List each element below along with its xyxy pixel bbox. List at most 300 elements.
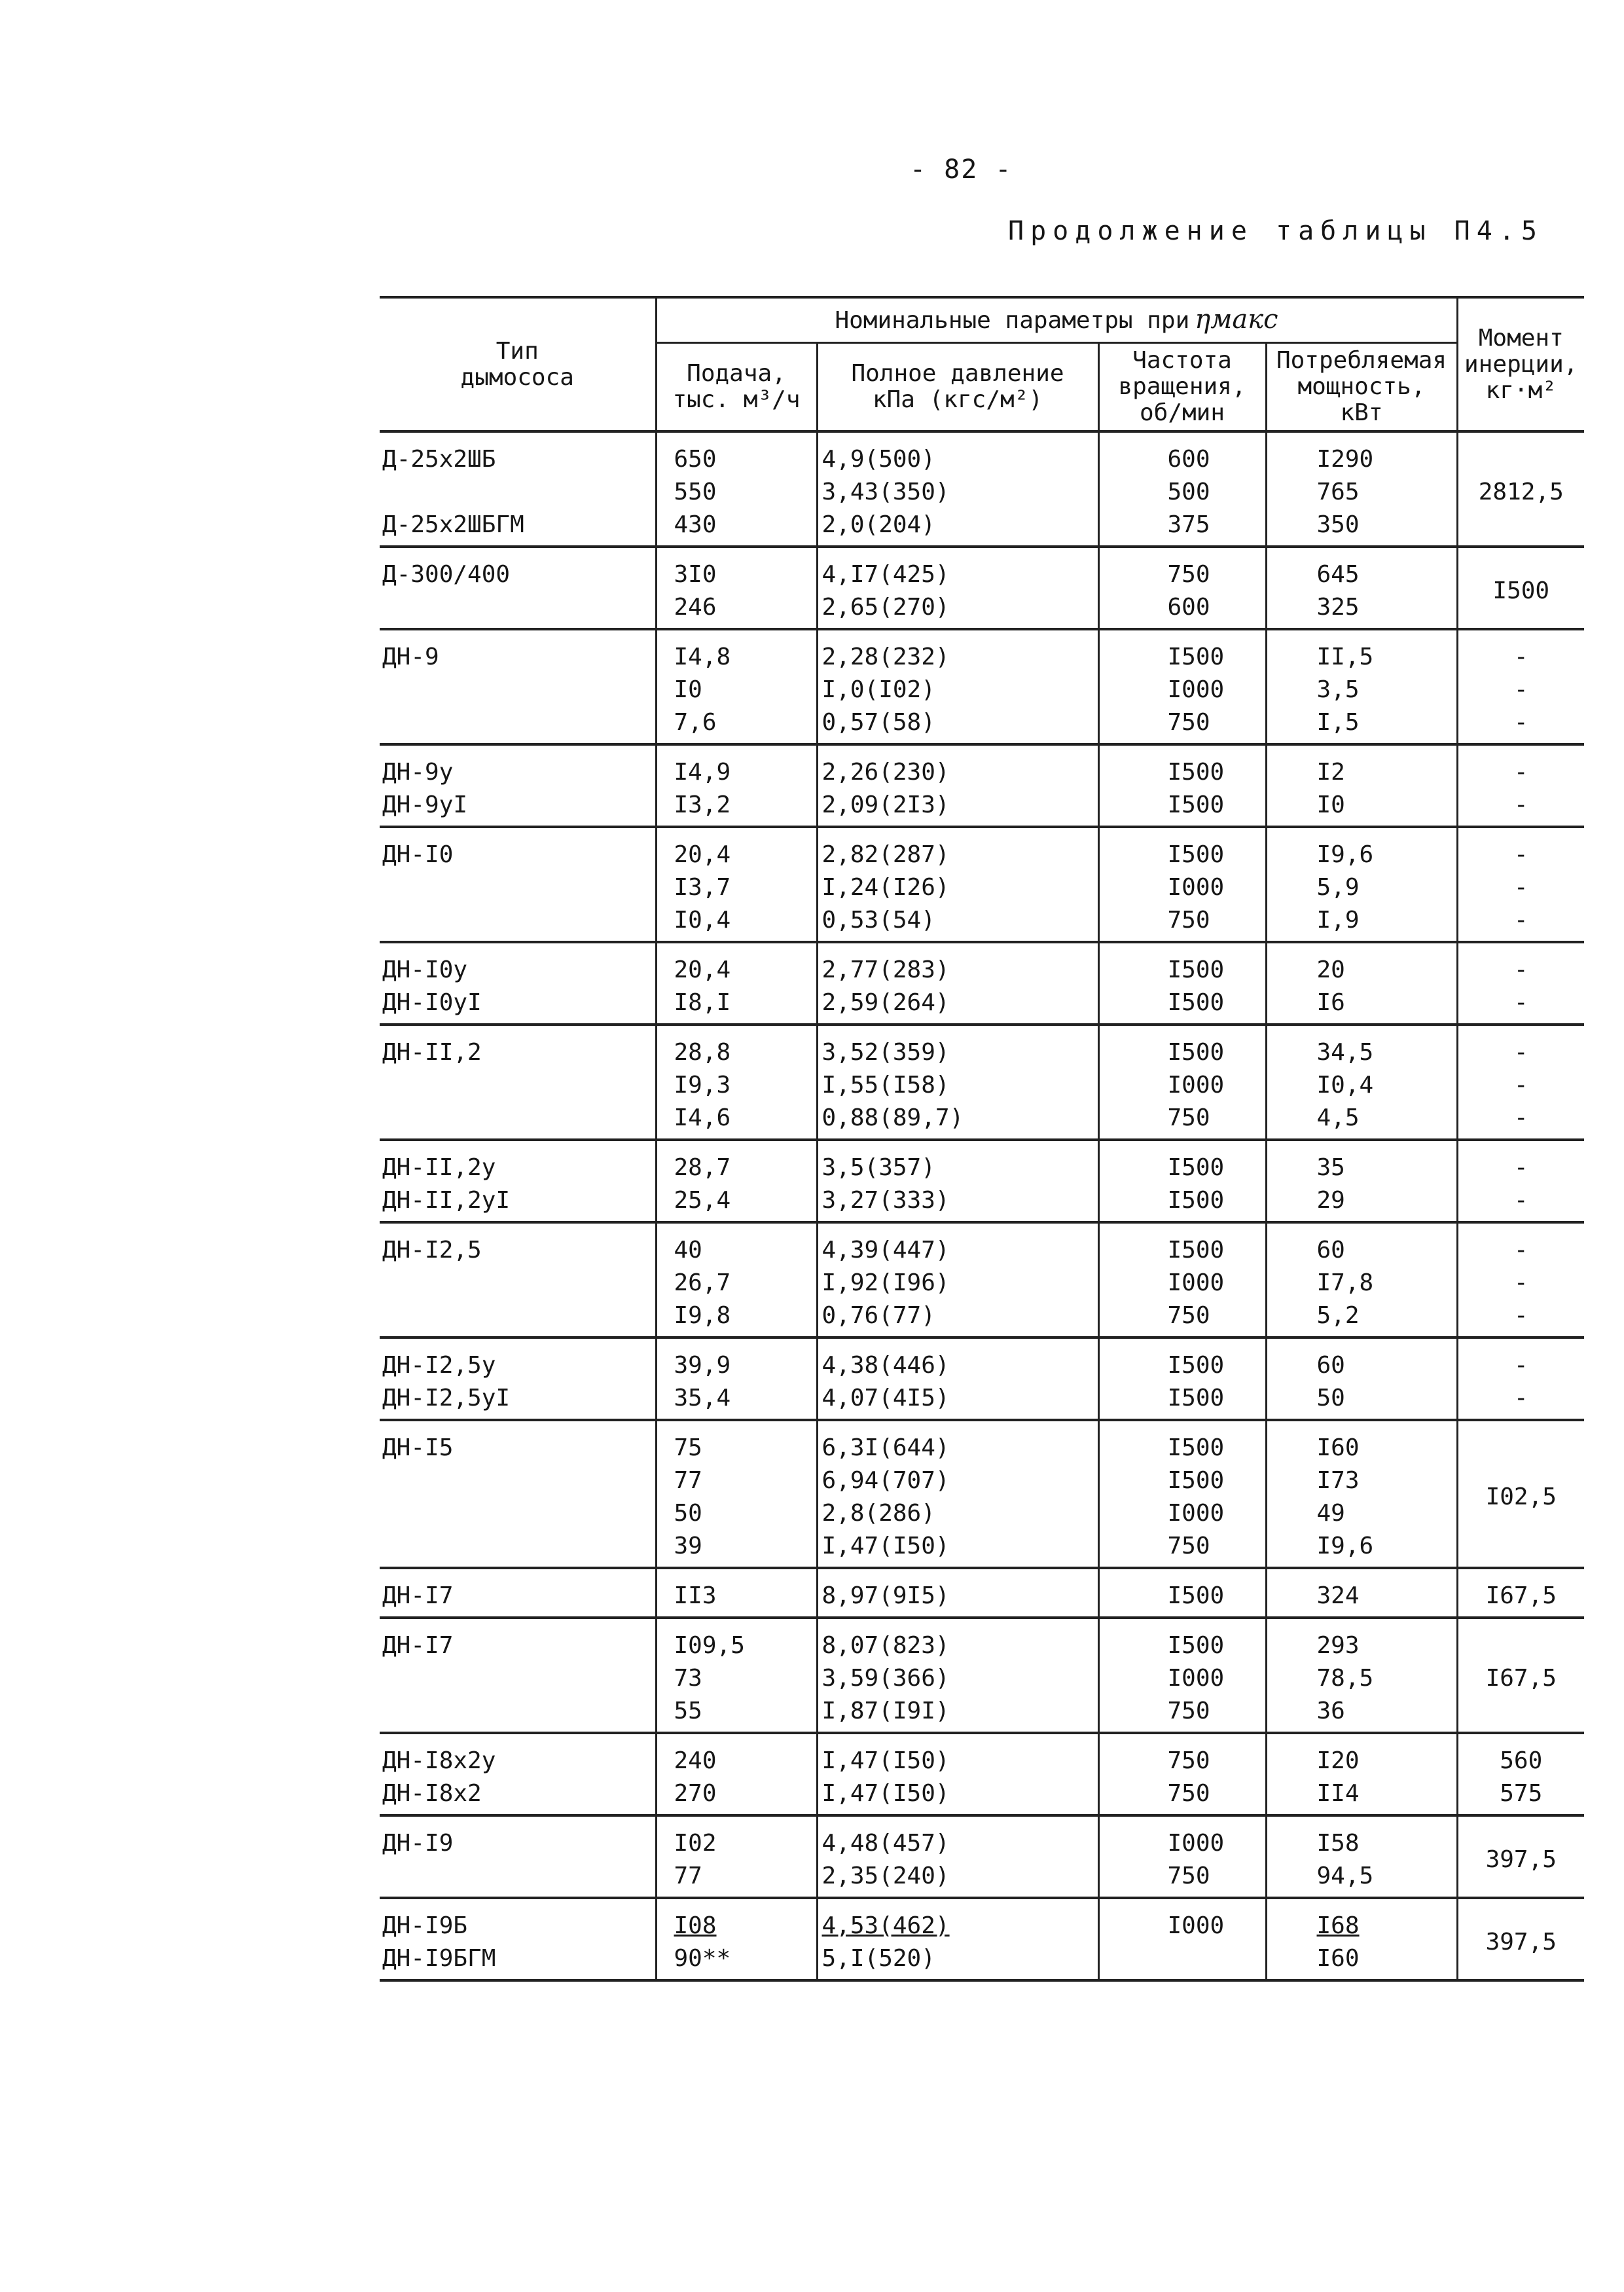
- cell-line: ДН-I0: [382, 841, 454, 868]
- cell-line: I3,7: [674, 874, 731, 901]
- cell-speed: [1098, 1733, 1266, 1815]
- cell-line: I,47(I50): [821, 1780, 950, 1807]
- cell-line: I500: [1167, 1352, 1225, 1379]
- header-pressure: [817, 343, 1098, 432]
- cell-line: I0,4: [1316, 1072, 1374, 1099]
- cell-flow: [656, 431, 817, 547]
- cell-power: [1266, 1898, 1457, 1980]
- table-row: [380, 1898, 1584, 1980]
- cell-line: I0,4: [674, 907, 731, 934]
- cell-flow: [656, 1025, 817, 1140]
- cell-line: I,9: [1316, 907, 1360, 934]
- cell-line: 575: [1500, 1780, 1543, 1807]
- cell-line: 25,4: [674, 1187, 731, 1214]
- cell-moment: [1457, 1140, 1584, 1222]
- cell-power: [1266, 1733, 1457, 1815]
- cell-line: I9,8: [674, 1302, 731, 1329]
- table-row: [380, 547, 1584, 629]
- cell-speed: [1098, 1140, 1266, 1222]
- header-fan-type-text: Тип дымососа: [460, 337, 574, 391]
- cell-line: I7,8: [1316, 1269, 1374, 1296]
- cell-line: 4,5: [1316, 1104, 1360, 1131]
- cell-line: I9,6: [1316, 841, 1374, 868]
- table-row: [380, 1140, 1584, 1222]
- cell-flow: [656, 1568, 817, 1618]
- cell-line: I08: [674, 1912, 717, 1939]
- cell-power: [1266, 827, 1457, 942]
- cell-line: I000: [1167, 1912, 1225, 1939]
- cell-pressure: [817, 1025, 1098, 1140]
- cell-line: 560: [1500, 1747, 1543, 1774]
- table-row: [380, 827, 1584, 942]
- cell-line: Д-25х2ШБ: [382, 446, 496, 473]
- cell-line: 7,6: [674, 709, 717, 736]
- cell-line: I500: [1492, 577, 1550, 604]
- cell-power: [1266, 1420, 1457, 1568]
- cell-line: I68: [1316, 1912, 1360, 1939]
- cell-line: II4: [1316, 1780, 1360, 1807]
- cell-power: [1266, 1568, 1457, 1618]
- cell-line: I500: [1167, 1187, 1225, 1214]
- cell-power: [1266, 1618, 1457, 1733]
- cell-pressure: [817, 827, 1098, 942]
- table-row: [380, 431, 1584, 547]
- cell-fan-type: [380, 1618, 656, 1733]
- cell-line: 28,7: [674, 1154, 731, 1181]
- cell-line: I9,6: [1316, 1533, 1374, 1559]
- cell-flow: [656, 1337, 817, 1420]
- cell-speed: [1098, 547, 1266, 629]
- header-moment: [1457, 297, 1584, 431]
- cell-power: [1266, 1140, 1457, 1222]
- cell-line: 246: [674, 594, 717, 621]
- cell-line: 2,09(2I3): [821, 791, 950, 818]
- table-body: [380, 431, 1584, 1980]
- cell-pressure: [817, 547, 1098, 629]
- table-row: [380, 1025, 1584, 1140]
- header-power-text: Потребляемая мощность, кВт: [1276, 347, 1447, 426]
- cell-line: 39: [674, 1533, 702, 1559]
- cell-line: 600: [1167, 594, 1210, 621]
- cell-line: 0,57(58): [821, 709, 935, 736]
- cell-line: ДН-I9Б: [382, 1912, 468, 1939]
- cell-line: 3,43(350): [821, 479, 950, 505]
- cell-fan-type: [380, 744, 656, 827]
- cell-line: 2,77(283): [821, 956, 950, 983]
- cell-speed: [1098, 1618, 1266, 1733]
- cell-fan-type: [380, 1568, 656, 1618]
- cell-moment: [1457, 1815, 1584, 1898]
- cell-line: 94,5: [1316, 1863, 1374, 1889]
- cell-pressure: [817, 744, 1098, 827]
- cell-moment: [1457, 1733, 1584, 1815]
- cell-line: I8,I: [674, 989, 731, 1016]
- cell-line: I000: [1167, 1072, 1225, 1099]
- cell-line: 28,8: [674, 1039, 731, 1066]
- cell-line: 50: [1316, 1385, 1345, 1411]
- cell-speed: [1098, 827, 1266, 942]
- cell-line: -: [1513, 759, 1528, 786]
- cell-pressure: [817, 1618, 1098, 1733]
- cell-line: 6,94(707): [821, 1467, 950, 1494]
- cell-line: I20: [1316, 1747, 1360, 1774]
- header-eta-symbol: ηмакс: [1195, 304, 1278, 335]
- cell-line: ДН-II,2уI: [382, 1187, 511, 1214]
- cell-moment: [1457, 1025, 1584, 1140]
- cell-line: ДН-9у: [382, 759, 454, 786]
- cell-pressure: [817, 1568, 1098, 1618]
- cell-pressure: [817, 1733, 1098, 1815]
- cell-line: I290: [1316, 446, 1374, 473]
- cell-line: I,47(I50): [821, 1533, 950, 1559]
- cell-line: I500: [1167, 1434, 1225, 1461]
- cell-power: [1266, 1815, 1457, 1898]
- cell-fan-type: [380, 1222, 656, 1337]
- header-flow: [656, 343, 817, 432]
- cell-line: 0,53(54): [821, 907, 935, 934]
- header-nominal-label: Номинальные параметры при: [835, 307, 1190, 334]
- cell-power: [1266, 1025, 1457, 1140]
- cell-line: 39,9: [674, 1352, 731, 1379]
- cell-line: I000: [1167, 1665, 1225, 1692]
- cell-line: 430: [674, 511, 717, 538]
- cell-line: I,87(I9I): [821, 1698, 950, 1724]
- cell-line: I0: [1316, 791, 1345, 818]
- cell-moment: [1457, 942, 1584, 1025]
- cell-flow: [656, 1733, 817, 1815]
- cell-line: 2,82(287): [821, 841, 950, 868]
- cell-line: ДН-I7: [382, 1632, 454, 1659]
- cell-line: I09,5: [674, 1632, 745, 1659]
- cell-line: I500: [1167, 1385, 1225, 1411]
- cell-fan-type: [380, 1898, 656, 1980]
- cell-line: Д-300/400: [382, 561, 511, 588]
- cell-line: 77: [674, 1467, 702, 1494]
- cell-moment: [1457, 431, 1584, 547]
- cell-line: I9,3: [674, 1072, 731, 1099]
- cell-line: 8,07(823): [821, 1632, 950, 1659]
- cell-speed: [1098, 1337, 1266, 1420]
- cell-line: I500: [1167, 989, 1225, 1016]
- cell-line: ДН-II,2у: [382, 1154, 496, 1181]
- cell-line: I500: [1167, 791, 1225, 818]
- cell-pressure: [817, 942, 1098, 1025]
- cell-line: 5,I(520): [821, 1945, 935, 1972]
- cell-speed: [1098, 1568, 1266, 1618]
- cell-speed: [1098, 431, 1266, 547]
- cell-line: I4,6: [674, 1104, 731, 1131]
- cell-line: 20,4: [674, 841, 731, 868]
- cell-line: 4,39(447): [821, 1237, 950, 1264]
- cell-fan-type: [380, 942, 656, 1025]
- cell-line: 2,59(264): [821, 989, 950, 1016]
- cell-line: ДН-I9: [382, 1830, 454, 1857]
- cell-line: 73: [674, 1665, 702, 1692]
- cell-line: ДН-9уI: [382, 791, 468, 818]
- cell-fan-type: [380, 1815, 656, 1898]
- cell-flow: [656, 1140, 817, 1222]
- cell-line: -: [1513, 676, 1528, 703]
- cell-line: 34,5: [1316, 1039, 1374, 1066]
- cell-line: 2,0(204): [821, 511, 935, 538]
- cell-line: I500: [1167, 956, 1225, 983]
- cell-line: ДН-I0уI: [382, 989, 482, 1016]
- table-row: [380, 744, 1584, 827]
- cell-line: I000: [1167, 874, 1225, 901]
- cell-line: 50: [674, 1500, 702, 1527]
- cell-moment: [1457, 1618, 1584, 1733]
- cell-line: I000: [1167, 1500, 1225, 1527]
- cell-line: -: [1513, 989, 1528, 1016]
- cell-line: 75: [674, 1434, 702, 1461]
- cell-line: I0: [674, 676, 702, 703]
- cell-line: I4,9: [674, 759, 731, 786]
- cell-line: I2: [1316, 759, 1345, 786]
- cell-line: 3I0: [674, 561, 717, 588]
- cell-pressure: [817, 1898, 1098, 1980]
- cell-line: 600: [1167, 446, 1210, 473]
- cell-line: ДН-I0у: [382, 956, 468, 983]
- cell-line: 650: [674, 446, 717, 473]
- cell-fan-type: [380, 1733, 656, 1815]
- cell-line: -: [1513, 1352, 1528, 1379]
- cell-line: 20: [1316, 956, 1345, 983]
- cell-line: I,47(I50): [821, 1747, 950, 1774]
- cell-line: ДН-II,2: [382, 1039, 482, 1066]
- table-caption: Продолжение таблицы П4.5: [1008, 216, 1543, 246]
- cell-line: 60: [1316, 1352, 1345, 1379]
- cell-flow: [656, 1815, 817, 1898]
- cell-line: ДН-I9БГМ: [382, 1945, 496, 1972]
- cell-pressure: [817, 1815, 1098, 1898]
- cell-line: I000: [1167, 676, 1225, 703]
- cell-line: 4,9(500): [821, 446, 935, 473]
- cell-line: I,0(I02): [821, 676, 935, 703]
- cell-line: I73: [1316, 1467, 1360, 1494]
- cell-line: 350: [1316, 511, 1360, 538]
- cell-speed: [1098, 1898, 1266, 1980]
- cell-speed: [1098, 1025, 1266, 1140]
- cell-speed: [1098, 629, 1266, 744]
- page-number: - 82 -: [910, 155, 1013, 185]
- cell-line: 324: [1316, 1582, 1360, 1609]
- cell-line: 765: [1316, 479, 1360, 505]
- cell-moment: [1457, 547, 1584, 629]
- cell-moment: [1457, 744, 1584, 827]
- cell-line: 3,5: [1316, 676, 1360, 703]
- cell-pressure: [817, 431, 1098, 547]
- cell-fan-type: [380, 827, 656, 942]
- cell-fan-type: [380, 1420, 656, 1568]
- cell-line: 293: [1316, 1632, 1360, 1659]
- cell-line: 3,27(333): [821, 1187, 950, 1214]
- cell-line: ДН-I7: [382, 1582, 454, 1609]
- cell-line: I,5: [1316, 709, 1360, 736]
- cell-line: 2,28(232): [821, 644, 950, 670]
- cell-line: -: [1513, 1237, 1528, 1264]
- cell-line: -: [1513, 874, 1528, 901]
- cell-line: 750: [1167, 1747, 1210, 1774]
- cell-line: I67,5: [1485, 1582, 1557, 1609]
- cell-line: 5,2: [1316, 1302, 1360, 1329]
- cell-line: 78,5: [1316, 1665, 1374, 1692]
- cell-line: I60: [1316, 1434, 1360, 1461]
- cell-pressure: [817, 1140, 1098, 1222]
- cell-line: -: [1513, 1269, 1528, 1296]
- cell-pressure: [817, 629, 1098, 744]
- header-moment-text: Момент инерции, кг·м²: [1464, 324, 1578, 404]
- cell-pressure: [817, 1420, 1098, 1568]
- cell-line: I500: [1167, 644, 1225, 670]
- cell-line: 750: [1167, 1302, 1210, 1329]
- cell-line: I500: [1167, 1237, 1225, 1264]
- cell-line: Д-25х2ШБГМ: [382, 511, 524, 538]
- cell-flow: [656, 1222, 817, 1337]
- cell-line: ДН-I2,5у: [382, 1352, 496, 1379]
- cell-moment: [1457, 629, 1584, 744]
- cell-line: 29: [1316, 1187, 1345, 1214]
- cell-line: -: [1513, 1385, 1528, 1411]
- cell-line: 750: [1167, 1863, 1210, 1889]
- cell-line: -: [1513, 1104, 1528, 1131]
- cell-line: ДН-I2,5: [382, 1237, 482, 1264]
- cell-line: 2,8(286): [821, 1500, 935, 1527]
- cell-line: I,24(I26): [821, 874, 950, 901]
- table-row: [380, 1337, 1584, 1420]
- cell-speed: [1098, 1420, 1266, 1568]
- header-fan-type: [380, 297, 656, 431]
- cell-power: [1266, 1337, 1457, 1420]
- cell-line: I500: [1167, 1582, 1225, 1609]
- cell-speed: [1098, 744, 1266, 827]
- cell-flow: [656, 744, 817, 827]
- cell-line: 60: [1316, 1237, 1345, 1264]
- cell-line: 750: [1167, 561, 1210, 588]
- header-nominal-parameters: [656, 297, 1457, 343]
- cell-line: I02,5: [1485, 1483, 1557, 1510]
- cell-fan-type: [380, 547, 656, 629]
- table-row: [380, 1733, 1584, 1815]
- cell-flow: [656, 629, 817, 744]
- cell-moment: [1457, 1337, 1584, 1420]
- cell-line: I500: [1167, 1154, 1225, 1181]
- cell-line: I500: [1167, 1467, 1225, 1494]
- cell-fan-type: [380, 431, 656, 547]
- cell-line: 49: [1316, 1500, 1345, 1527]
- cell-line: 6,3I(644): [821, 1434, 950, 1461]
- cell-fan-type: [380, 629, 656, 744]
- cell-line: 550: [674, 479, 717, 505]
- cell-line: -: [1513, 1187, 1528, 1214]
- table-row: [380, 1568, 1584, 1618]
- cell-line: 4,53(462): [821, 1912, 950, 1939]
- cell-line: ДН-I2,5уI: [382, 1385, 511, 1411]
- cell-line: I67,5: [1485, 1665, 1557, 1692]
- cell-speed: [1098, 1815, 1266, 1898]
- cell-line: I000: [1167, 1269, 1225, 1296]
- cell-line: -: [1513, 1154, 1528, 1181]
- cell-fan-type: [380, 1337, 656, 1420]
- cell-line: II3: [674, 1582, 717, 1609]
- header-power: [1266, 343, 1457, 432]
- cell-line: 2,65(270): [821, 594, 950, 621]
- cell-fan-type: [380, 1025, 656, 1140]
- header-flow-text: Подача, тыс. м³/ч: [672, 360, 801, 413]
- cell-line: 26,7: [674, 1269, 731, 1296]
- cell-power: [1266, 431, 1457, 547]
- cell-line: 397,5: [1485, 1846, 1557, 1873]
- cell-line: I000: [1167, 1830, 1225, 1857]
- cell-power: [1266, 942, 1457, 1025]
- cell-line: 750: [1167, 1533, 1210, 1559]
- cell-line: 0,88(89,7): [821, 1104, 964, 1131]
- cell-flow: [656, 1898, 817, 1980]
- cell-speed: [1098, 1222, 1266, 1337]
- cell-power: [1266, 629, 1457, 744]
- cell-pressure: [817, 1337, 1098, 1420]
- cell-line: 55: [674, 1698, 702, 1724]
- cell-line: 240: [674, 1747, 717, 1774]
- cell-line: I500: [1167, 1039, 1225, 1066]
- cell-flow: [656, 1618, 817, 1733]
- header-speed-text: Частота вращения, об/мин: [1118, 347, 1246, 426]
- cell-line: 2,35(240): [821, 1863, 950, 1889]
- cell-line: I500: [1167, 1632, 1225, 1659]
- cell-speed: [1098, 942, 1266, 1025]
- cell-line: 500: [1167, 479, 1210, 505]
- cell-line: 325: [1316, 594, 1360, 621]
- cell-line: 0,76(77): [821, 1302, 935, 1329]
- cell-line: -: [1513, 644, 1528, 670]
- cell-line: 4,48(457): [821, 1830, 950, 1857]
- cell-line: I6: [1316, 989, 1345, 1016]
- cell-line: 645: [1316, 561, 1360, 588]
- cell-line: 750: [1167, 1698, 1210, 1724]
- cell-line: 750: [1167, 907, 1210, 934]
- cell-line: 20,4: [674, 956, 731, 983]
- cell-line: 397,5: [1485, 1929, 1557, 1955]
- cell-moment: [1457, 1222, 1584, 1337]
- cell-fan-type: [380, 1140, 656, 1222]
- cell-line: -: [1513, 1039, 1528, 1066]
- cell-line: 4,I7(425): [821, 561, 950, 588]
- table-row: [380, 629, 1584, 744]
- table-row: [380, 1420, 1584, 1568]
- cell-line: 270: [674, 1780, 717, 1807]
- header-speed: [1098, 343, 1266, 432]
- cell-line: ДН-I8х2: [382, 1780, 482, 1807]
- cell-line: I,92(I96): [821, 1269, 950, 1296]
- cell-line: -: [1513, 841, 1528, 868]
- cell-flow: [656, 547, 817, 629]
- fan-parameters-table: [380, 296, 1584, 1982]
- cell-line: 5,9: [1316, 874, 1360, 901]
- cell-line: 750: [1167, 1780, 1210, 1807]
- cell-line: ДН-I5: [382, 1434, 454, 1461]
- table-row: [380, 1222, 1584, 1337]
- cell-line: I3,2: [674, 791, 731, 818]
- cell-line: I,55(I58): [821, 1072, 950, 1099]
- table-row: [380, 942, 1584, 1025]
- cell-moment: [1457, 1898, 1584, 1980]
- cell-line: 90**: [674, 1945, 731, 1972]
- cell-line: 750: [1167, 1104, 1210, 1131]
- cell-line: 4,38(446): [821, 1352, 950, 1379]
- cell-moment: [1457, 827, 1584, 942]
- cell-line: I4,8: [674, 644, 731, 670]
- cell-line: -: [1513, 709, 1528, 736]
- cell-line: [380, 476, 655, 509]
